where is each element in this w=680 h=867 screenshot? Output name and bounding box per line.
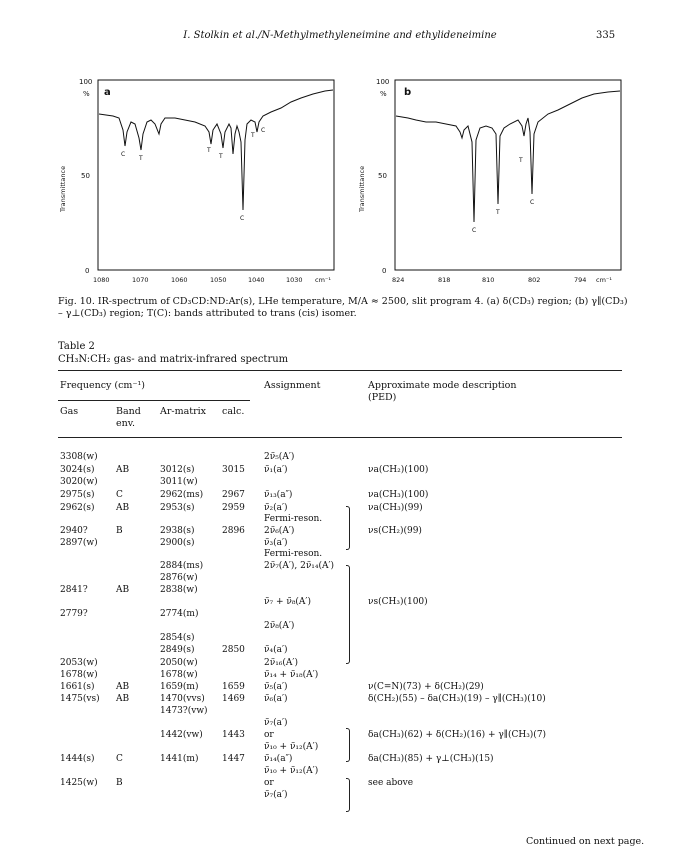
table-cell-gas: 3024(s) bbox=[60, 465, 95, 475]
table-rule-top bbox=[58, 370, 622, 371]
table-cell-gas: 1475(vs) bbox=[60, 694, 100, 704]
brace-fermi bbox=[346, 506, 350, 550]
panel-b-x-tick: 802 bbox=[528, 276, 541, 284]
panel-a-y-axis-label: Transmittance bbox=[59, 165, 67, 212]
panel-b-x-tick: 824 bbox=[392, 276, 405, 284]
panel-a-x-ticks bbox=[93, 276, 331, 284]
figure-caption: Fig. 10. IR-spectrum of CD₃CD:ND:Ar(s), LHe temperature, M/A ≈ 2500, slit program 4. (a) δ(CD₃) region; (b) γ∥(CD₃) – γ⊥(CD₃) region; T(C): bands attributed to trans (cis) isomer. bbox=[58, 296, 628, 319]
table-cell-calc: 2967 bbox=[222, 490, 245, 500]
table-cell-calc: 2959 bbox=[222, 503, 245, 513]
table-cell-ar: 3012(s) bbox=[160, 465, 195, 475]
header-frequency: Frequency (cm⁻¹) bbox=[60, 380, 145, 391]
brace-see-above bbox=[346, 778, 350, 812]
table-cell-ar: 2050(w) bbox=[160, 658, 198, 668]
spectrum-panel-b bbox=[352, 72, 632, 290]
table-cell-assign: ν̃₁(a′) bbox=[264, 465, 288, 475]
panel-a-band-label: C bbox=[240, 215, 245, 222]
page-number: 335 bbox=[596, 30, 616, 41]
header-assignment: Assignment bbox=[264, 380, 321, 391]
table-cell-desc: ν(C=N)(73) + δ(CH₂)(29) bbox=[368, 682, 484, 692]
table-label: Table 2 bbox=[58, 341, 95, 352]
table-cell-ar: 2876(w) bbox=[160, 573, 198, 583]
table-cell-band: AB bbox=[116, 503, 130, 513]
table-cell-assign: ν̃₃(a′) bbox=[264, 538, 288, 548]
table-cell-assign: 2ν̃₅(A′) bbox=[264, 452, 295, 462]
table-cell-ar: 2953(s) bbox=[160, 503, 195, 513]
panel-b-band-label: C bbox=[472, 227, 477, 234]
table-cell-ar: 1659(m) bbox=[160, 682, 199, 692]
table-cell-gas: 1444(s) bbox=[60, 754, 95, 764]
table-cell-ar: 2849(s) bbox=[160, 645, 195, 655]
table-cell-assign: ν̃₇(a′) bbox=[264, 790, 288, 800]
table-cell-ar: 2962(ms) bbox=[160, 490, 204, 500]
table-cell-assign: ν̃₂(a′) bbox=[264, 503, 288, 513]
panel-a-band-label: T bbox=[219, 153, 223, 160]
table-cell-ar: 2884(ms) bbox=[160, 561, 204, 571]
table-cell-calc: 2850 bbox=[222, 645, 245, 655]
table-cell-ar: 2838(w) bbox=[160, 585, 198, 595]
panel-a-x-tick: 1040 bbox=[248, 276, 265, 284]
panel-a-x-unit: cm⁻¹ bbox=[315, 276, 331, 284]
panel-b-x-tick: 818 bbox=[438, 276, 451, 284]
header-band: Band bbox=[116, 406, 141, 417]
panel-a-x-tick: 1080 bbox=[93, 276, 110, 284]
table-rule-header bbox=[58, 437, 622, 438]
header-ar-matrix: Ar-matrix bbox=[160, 406, 207, 417]
panel-a-x-tick: 1060 bbox=[171, 276, 188, 284]
table-cell-assign: ν̃₁₀ + ν̃₁₂(A′) bbox=[264, 766, 319, 776]
table-cell-assign: or bbox=[264, 778, 274, 788]
table-cell-gas: 2940? bbox=[60, 526, 88, 536]
panel-a-x-tick: 1070 bbox=[132, 276, 149, 284]
brace-ch3-stretch bbox=[346, 565, 350, 664]
table-cell-gas: 2779? bbox=[60, 609, 88, 619]
panel-b-y-tick-0: 0 bbox=[382, 267, 387, 275]
table-cell-desc: νa(CH₃)(99) bbox=[368, 503, 423, 513]
panel-b-y-tick-50: 50 bbox=[378, 172, 387, 180]
table-cell-assign: ν̃₇ + ν̃₈(A′) bbox=[264, 597, 311, 607]
header-description-sub: (PED) bbox=[368, 392, 397, 403]
table-cell-desc: δa(CH₃)(85) + γ⊥(CH₃)(15) bbox=[368, 754, 494, 764]
table-cell-gas: 2841? bbox=[60, 585, 88, 595]
table-cell-ar: 1473?(vw) bbox=[160, 706, 208, 716]
table-cell-ar: 3011(w) bbox=[160, 477, 198, 487]
table-cell-ar: 2774(m) bbox=[160, 609, 199, 619]
table-cell-assign: Fermi-reson. bbox=[264, 549, 323, 559]
table-cell-assign: 2ν̃₈(A′) bbox=[264, 621, 295, 631]
running-head: I. Stolkin et al./N-Methylmethyleneimine and ethylideneimine bbox=[183, 30, 497, 41]
header-calc: calc. bbox=[222, 406, 245, 417]
table-rule-sub bbox=[58, 400, 250, 401]
table-cell-band: B bbox=[116, 778, 123, 788]
panel-a-spectrum-trace bbox=[99, 90, 333, 210]
table-cell-assign: ν̃₄(a′) bbox=[264, 645, 288, 655]
panel-a-y-unit: % bbox=[83, 90, 90, 98]
panel-a-band-label: C bbox=[121, 151, 126, 158]
table-cell-assign: ν̃₁₄ + ν̃₁₈(A′) bbox=[264, 670, 319, 680]
table-cell-assign: ν̃₁₃(a″) bbox=[264, 490, 293, 500]
header-gas: Gas bbox=[60, 406, 79, 417]
panel-a-x-tick: 1050 bbox=[210, 276, 227, 284]
table-cell-ar: 1442(vw) bbox=[160, 730, 203, 740]
table-cell-calc: 1659 bbox=[222, 682, 245, 692]
brace-delta-ch3 bbox=[346, 728, 350, 762]
table-cell-gas: 2053(w) bbox=[60, 658, 98, 668]
table-cell-band: AB bbox=[116, 682, 130, 692]
panel-a-x-tick: 1030 bbox=[286, 276, 303, 284]
table-cell-desc: νs(CH₂)(99) bbox=[368, 526, 422, 536]
panel-b-x-tick: 794 bbox=[574, 276, 587, 284]
table-cell-ar: 1678(w) bbox=[160, 670, 198, 680]
table-cell-gas: 2975(s) bbox=[60, 490, 95, 500]
table-cell-ar: 1470(vvs) bbox=[160, 694, 205, 704]
table-cell-assign: ν̃₅(a′) bbox=[264, 682, 288, 692]
table-cell-assign: ν̃₆(a′) bbox=[264, 694, 288, 704]
panel-b-letter: b bbox=[404, 87, 412, 98]
table-cell-gas: 1425(w) bbox=[60, 778, 98, 788]
panel-b-band-label: T bbox=[519, 157, 523, 164]
panel-b-spectrum-trace bbox=[396, 91, 620, 222]
panel-a-letter: a bbox=[104, 87, 111, 98]
table-cell-band: B bbox=[116, 526, 123, 536]
panel-a-band-label: T bbox=[139, 155, 143, 162]
panel-b-y-axis-label: Transmittance bbox=[358, 165, 366, 212]
panel-a-band-label: T bbox=[207, 147, 211, 154]
table-cell-desc: see above bbox=[368, 778, 414, 788]
table-cell-gas: 2962(s) bbox=[60, 503, 95, 513]
table-cell-desc: νa(CH₃)(100) bbox=[368, 490, 429, 500]
table-cell-band: C bbox=[116, 754, 123, 764]
table-cell-assign: ν̃₇(a′) bbox=[264, 718, 288, 728]
header-description: Approximate mode description bbox=[368, 380, 517, 391]
table-cell-gas: 2897(w) bbox=[60, 538, 98, 548]
table-cell-assign: or bbox=[264, 730, 274, 740]
table-cell-desc: δa(CH₃)(62) + δ(CH₂)(16) + γ∥(CH₃)(7) bbox=[368, 730, 547, 740]
table-cell-assign: Fermi-reson. bbox=[264, 514, 323, 524]
panel-b-band-labels bbox=[472, 157, 534, 234]
table-cell-ar: 2938(s) bbox=[160, 526, 195, 536]
table-cell-band: C bbox=[116, 490, 123, 500]
table-cell-desc: νa(CH₂)(100) bbox=[368, 465, 429, 475]
panel-a-y-tick-0: 0 bbox=[85, 267, 90, 275]
table-cell-band: AB bbox=[116, 694, 130, 704]
table-cell-desc: δ(CH₂)(55) – δa(CH₃)(19) – γ∥(CH₃)(10) bbox=[368, 694, 546, 704]
panel-a-band-label: T bbox=[251, 132, 255, 139]
header-band-env: env. bbox=[116, 418, 135, 429]
table-cell-calc: 1447 bbox=[222, 754, 245, 764]
table-cell-gas: 1678(w) bbox=[60, 670, 98, 680]
table-cell-calc: 1443 bbox=[222, 730, 245, 740]
panel-a-band-label: C bbox=[261, 127, 266, 134]
panel-b-y-tick-100: 100 bbox=[376, 78, 390, 86]
spectrum-panel-a bbox=[55, 72, 345, 290]
table-title: CH₃N:CH₂ gas- and matrix-infrared spectrum bbox=[58, 354, 289, 365]
table-cell-calc: 3015 bbox=[222, 465, 245, 475]
panel-b-y-unit: % bbox=[380, 90, 387, 98]
panel-b-x-ticks bbox=[392, 276, 612, 284]
table-cell-gas: 3020(w) bbox=[60, 477, 98, 487]
panel-a-y-tick-50: 50 bbox=[81, 172, 90, 180]
table-cell-desc: νs(CH₃)(100) bbox=[368, 597, 428, 607]
table-cell-ar: 2854(s) bbox=[160, 633, 195, 643]
table-cell-ar: 1441(m) bbox=[160, 754, 199, 764]
table-cell-assign: 2ν̃₇(A′), 2ν̃₁₄(A′) bbox=[264, 561, 335, 571]
panel-a-y-tick-100: 100 bbox=[79, 78, 93, 86]
panel-b-band-label: T bbox=[496, 209, 500, 216]
table-cell-ar: 2900(s) bbox=[160, 538, 195, 548]
continued-note: Continued on next page. bbox=[526, 836, 645, 847]
table-cell-calc: 1469 bbox=[222, 694, 245, 704]
table-cell-band: AB bbox=[116, 465, 130, 475]
table-cell-assign: 2ν̃₆(A′) bbox=[264, 526, 295, 536]
table-cell-gas: 3308(w) bbox=[60, 452, 98, 462]
panel-b-band-label: C bbox=[530, 199, 535, 206]
table-cell-assign: 2ν̃₁₆(A′) bbox=[264, 658, 298, 668]
panel-b-x-tick: 810 bbox=[482, 276, 495, 284]
table-cell-gas: 1661(s) bbox=[60, 682, 95, 692]
table-cell-assign: ν̃₁₄(a″) bbox=[264, 754, 293, 764]
table-cell-calc: 2896 bbox=[222, 526, 245, 536]
table-cell-assign: ν̃₁₀ + ν̃₁₂(A′) bbox=[264, 742, 319, 752]
panel-b-x-unit: cm⁻¹ bbox=[596, 276, 612, 284]
table-cell-band: AB bbox=[116, 585, 130, 595]
